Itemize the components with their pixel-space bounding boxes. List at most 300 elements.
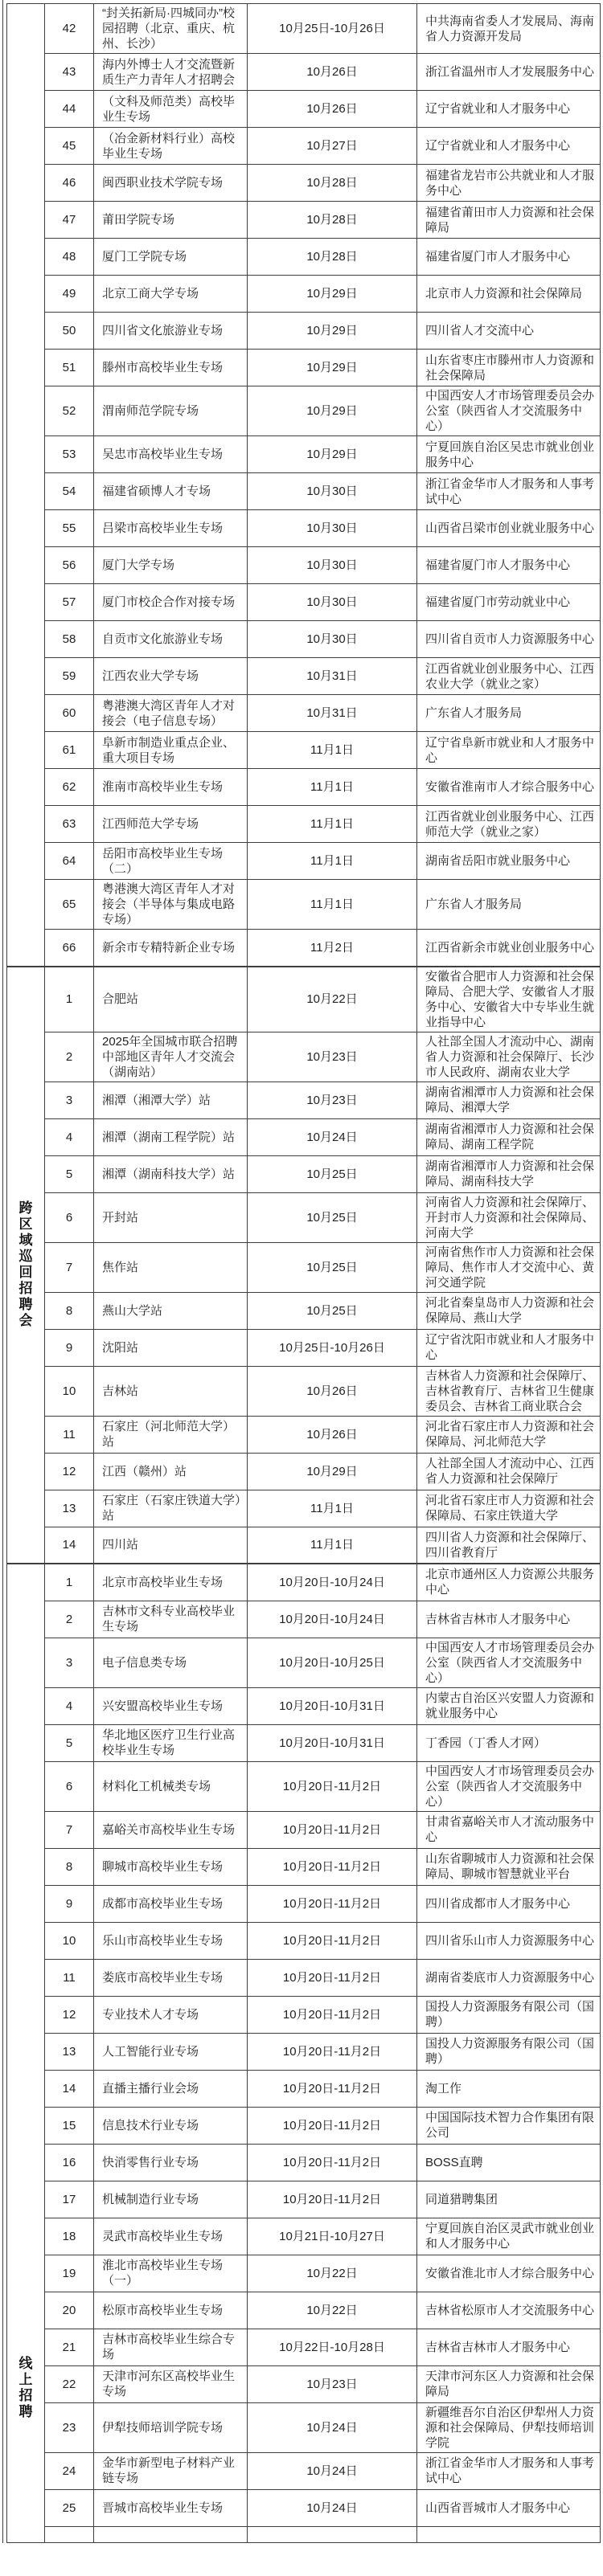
table-row (7, 2526, 601, 2542)
table-row (7, 1959, 601, 1996)
date-cell: 10月29日 (248, 313, 417, 350)
table-row (7, 350, 601, 386)
table-row (7, 386, 601, 436)
organizer-cell: 四川省人才交流中心 (417, 313, 601, 350)
date-cell: 10月20日-11月2日 (248, 2107, 417, 2144)
date-cell: 10月23日 (248, 2365, 417, 2402)
organizer-cell: 湖南省岳阳市就业服务中心 (417, 843, 601, 880)
row-number-cell: 2 (45, 1601, 94, 1638)
date-cell (248, 2526, 417, 2542)
table-row (7, 843, 601, 880)
row-number-cell: 9 (45, 1885, 94, 1922)
date-cell: 10月20日-11月2日 (248, 1811, 417, 1848)
event-name-cell: 江西师范大学专场 (94, 806, 248, 843)
row-number-cell: 7 (45, 1242, 94, 1292)
event-name-cell: 石家庄（河北师范大学）站 (94, 1416, 248, 1453)
date-cell: 10月25日-10月26日 (248, 1329, 417, 1366)
date-cell: 10月26日 (248, 1366, 417, 1416)
table-row (7, 202, 601, 239)
row-number-cell: 48 (45, 239, 94, 276)
date-cell: 10月20日-11月2日 (248, 1848, 417, 1885)
event-name-cell: 湘潭（湖南工程学院）站 (94, 1118, 248, 1155)
event-name-cell: 粤港澳大湾区青年人才对接会（半导体与集成电路专场） (94, 880, 248, 930)
table-row (7, 2489, 601, 2526)
section-label-char: 跨 (18, 1200, 33, 1216)
event-name-cell: 四川站 (94, 1527, 248, 1564)
event-name-cell: 沈阳站 (94, 1329, 248, 1366)
date-cell: 10月24日 (248, 2489, 417, 2526)
table-row (7, 1564, 601, 1601)
date-cell: 11月1日 (248, 806, 417, 843)
row-number-cell: 4 (45, 1118, 94, 1155)
organizer-cell: 甘肃省嘉峪关市人才流动服务中心 (417, 1811, 601, 1848)
table-row (7, 1761, 601, 1811)
event-name-cell: 吕梁市高校毕业生专场 (94, 510, 248, 547)
date-cell: 10月24日 (248, 2402, 417, 2452)
organizer-cell: 江西省就业创业服务中心、江西农业大学（就业之家） (417, 658, 601, 695)
organizer-cell: 人社部全国人才流动中心、湖南省人力资源和社会保障厅、长沙市人民政府、湖南农业大学 (417, 1032, 601, 1082)
section-label-char: 聘 (18, 1297, 33, 1313)
date-cell: 11月1日 (248, 1490, 417, 1527)
date-cell: 10月21日-10月27日 (248, 2218, 417, 2255)
table-row (7, 547, 601, 584)
section-label-cell (7, 1564, 45, 2542)
section-label-cell (7, 967, 45, 1564)
row-number-cell: 11 (45, 1416, 94, 1453)
organizer-cell: 天津市河东区人力资源和社会保障局 (417, 2365, 601, 2402)
event-name-cell: 人工智能行业专场 (94, 2033, 248, 2070)
section-label-char: 区 (18, 1216, 33, 1233)
row-number-cell: 58 (45, 621, 94, 658)
row-number-cell (45, 2526, 94, 2542)
date-cell: 10月20日-11月2日 (248, 2144, 417, 2181)
organizer-cell: 广东省人才服务局 (417, 880, 601, 930)
row-number-cell: 60 (45, 695, 94, 732)
row-number-cell: 8 (45, 1848, 94, 1885)
date-cell: 11月1日 (248, 1527, 417, 1564)
event-name-cell: 四川省文化旅游业专场 (94, 313, 248, 350)
table-row (7, 2070, 601, 2107)
event-name-cell: 机械制造行业专场 (94, 2181, 248, 2218)
row-number-cell: 61 (45, 732, 94, 769)
event-name-cell: 专业技术人才专场 (94, 1996, 248, 2033)
row-number-cell: 1 (45, 1564, 94, 1601)
organizer-cell: 福建省厦门市人才服务中心 (417, 547, 601, 584)
event-name-cell (94, 2526, 248, 2542)
table-row (7, 1082, 601, 1118)
date-cell: 10月24日 (248, 1118, 417, 1155)
table-row (7, 1848, 601, 1885)
organizer-cell: 内蒙古自治区兴安盟人力资源和就业服务中心 (417, 1687, 601, 1724)
table-row (7, 473, 601, 510)
table-row (7, 621, 601, 658)
row-number-cell: 3 (45, 1638, 94, 1687)
row-number-cell: 59 (45, 658, 94, 695)
table-row (7, 1242, 601, 1292)
table-body (7, 4, 601, 2543)
row-number-cell: 53 (45, 436, 94, 473)
organizer-cell: 湖南省湘潭市人力资源和社会保障局、湘潭大学 (417, 1082, 601, 1118)
row-number-cell: 7 (45, 1811, 94, 1848)
section-label-char: 线 (18, 2356, 33, 2371)
date-cell: 10月29日 (248, 276, 417, 313)
event-name-cell: 渭南师范学院专场 (94, 386, 248, 436)
row-number-cell: 22 (45, 2365, 94, 2402)
event-name-cell: 新余市专精特新企业专场 (94, 930, 248, 967)
table-row (7, 2365, 601, 2402)
section-label-cell (7, 4, 45, 967)
table-row (7, 1490, 601, 1527)
date-cell: 10月29日 (248, 386, 417, 436)
table-container (2, 0, 599, 2543)
row-number-cell: 16 (45, 2144, 94, 2181)
date-cell: 10月20日-11月2日 (248, 1922, 417, 1959)
event-name-cell: （冶金新材料行业）高校毕业生专场 (94, 128, 248, 165)
organizer-cell: 北京市人力资源和社会保障局 (417, 276, 601, 313)
row-number-cell: 10 (45, 1366, 94, 1416)
table-row (7, 2402, 601, 2452)
organizer-cell: 河北省石家庄市人力资源和社会保障局、河北师范大学 (417, 1416, 601, 1453)
event-name-cell: 吉林站 (94, 1366, 248, 1416)
organizer-cell: 浙江省金华市人才服务和人事考试中心 (417, 2452, 601, 2489)
organizer-cell: 淘工作 (417, 2070, 601, 2107)
date-cell: 10月22日-10月28日 (248, 2329, 417, 2365)
date-cell: 10月28日 (248, 202, 417, 239)
row-number-cell: 2 (45, 1032, 94, 1082)
table-row (7, 1885, 601, 1922)
row-number-cell: 17 (45, 2181, 94, 2218)
organizer-cell: 江西省就业创业服务中心、江西师范大学（就业之家） (417, 806, 601, 843)
row-number-cell: 62 (45, 769, 94, 806)
organizer-cell: 中国西安人才市场管理委员会办公室（陕西省人才交流服务中心） (417, 1638, 601, 1687)
table-row (7, 967, 601, 1032)
date-cell: 11月1日 (248, 769, 417, 806)
row-number-cell: 8 (45, 1292, 94, 1329)
section-label (7, 2356, 44, 2420)
row-number-cell: 65 (45, 880, 94, 930)
table-row (7, 1366, 601, 1416)
event-name-cell: 北京工商大学专场 (94, 276, 248, 313)
row-number-cell: 50 (45, 313, 94, 350)
date-cell: 11月2日 (248, 930, 417, 967)
event-name-cell: 厦门大学专场 (94, 547, 248, 584)
event-name-cell: 莆田学院专场 (94, 202, 248, 239)
row-number-cell: 12 (45, 1453, 94, 1490)
event-name-cell: 阜新市制造业重点企业、重大项目专场 (94, 732, 248, 769)
date-cell: 10月20日-10月25日 (248, 1638, 417, 1687)
row-number-cell: 13 (45, 2033, 94, 2070)
date-cell: 10月25日 (248, 1155, 417, 1192)
row-number-cell: 55 (45, 510, 94, 547)
organizer-cell: 安徽省合肥市人力资源和社会保障局、合肥大学、安徽省人才服务中心、安徽省大中专毕业生就业指导中心 (417, 967, 601, 1032)
table-row (7, 584, 601, 621)
event-name-cell: 直播主播行业会场 (94, 2070, 248, 2107)
table-row (7, 806, 601, 843)
event-name-cell: 吉林市文科专业高校毕业生专场 (94, 1601, 248, 1638)
organizer-cell: 丁香园（丁香人才网） (417, 1724, 601, 1761)
event-name-cell: 2025年全国城市联合招聘中部地区青年人才交流会（湖南站） (94, 1032, 248, 1082)
table-row (7, 1687, 601, 1724)
organizer-cell: 宁夏回族自治区灵武市就业创业和人才服务中心 (417, 2218, 601, 2255)
table-row (7, 2255, 601, 2292)
table-row (7, 165, 601, 202)
table-row (7, 1329, 601, 1366)
organizer-cell: 新疆维吾尔自治区伊犁州人力资源和社会保障局、伊犁技师培训学院 (417, 2402, 601, 2452)
organizer-cell: 山东省聊城市人力资源和社会保障局、聊城市智慧就业平台 (417, 1848, 601, 1885)
table-row (7, 880, 601, 930)
row-number-cell: 13 (45, 1490, 94, 1527)
section-label (7, 1200, 44, 1329)
row-number-cell: 6 (45, 1761, 94, 1811)
event-name-cell: 岳阳市高校毕业生专场（二） (94, 843, 248, 880)
row-number-cell: 54 (45, 473, 94, 510)
date-cell: 11月1日 (248, 843, 417, 880)
date-cell: 10月20日-11月2日 (248, 2033, 417, 2070)
organizer-cell: 山西省吕梁市创业就业服务中心 (417, 510, 601, 547)
row-number-cell: 52 (45, 386, 94, 436)
row-number-cell: 3 (45, 1082, 94, 1118)
date-cell: 10月27日 (248, 128, 417, 165)
date-cell: 10月30日 (248, 473, 417, 510)
event-name-cell: 石家庄（石家庄铁道大学）站 (94, 1490, 248, 1527)
row-number-cell: 14 (45, 1527, 94, 1564)
section-label-char: 巡 (18, 1249, 33, 1265)
organizer-cell: 辽宁省就业和人才服务中心 (417, 91, 601, 128)
organizer-cell: 山东省枣庄市滕州市人力资源和社会保障局 (417, 350, 601, 386)
date-cell: 10月26日 (248, 54, 417, 91)
date-cell: 10月20日-10月24日 (248, 1601, 417, 1638)
section-label-char: 聘 (18, 2404, 33, 2419)
date-cell: 10月26日 (248, 91, 417, 128)
date-cell: 10月20日-11月2日 (248, 1996, 417, 2033)
row-number-cell: 10 (45, 1922, 94, 1959)
date-cell: 10月20日-11月2日 (248, 1885, 417, 1922)
table-row (7, 1638, 601, 1687)
organizer-cell: 福建省厦门市人才服务中心 (417, 239, 601, 276)
table-row (7, 1118, 601, 1155)
organizer-cell: 浙江省温州市人才发展服务中心 (417, 54, 601, 91)
date-cell: 10月31日 (248, 658, 417, 695)
row-number-cell: 45 (45, 128, 94, 165)
date-cell: 10月25日-10月26日 (248, 4, 417, 54)
date-cell: 10月30日 (248, 510, 417, 547)
event-name-cell: 北京市高校毕业生专场 (94, 1564, 248, 1601)
event-name-cell: 湘潭（湘潭大学）站 (94, 1082, 248, 1118)
organizer-cell: 河南省人力资源和社会保障厅、开封市人力资源和社会保障局、河南大学 (417, 1192, 601, 1242)
organizer-cell: 宁夏回族自治区吴忠市就业创业服务中心 (417, 436, 601, 473)
date-cell: 10月24日 (248, 2452, 417, 2489)
organizer-cell: 辽宁省阜新市就业和人才服务中心 (417, 732, 601, 769)
table-row (7, 54, 601, 91)
table-row (7, 2144, 601, 2181)
date-cell: 10月28日 (248, 239, 417, 276)
event-name-cell: 合肥站 (94, 967, 248, 1032)
event-name-cell: 自贡市文化旅游业专场 (94, 621, 248, 658)
date-cell: 10月20日-10月24日 (248, 1564, 417, 1601)
date-cell: 10月22日 (248, 967, 417, 1032)
row-number-cell: 5 (45, 1155, 94, 1192)
table-row (7, 1155, 601, 1192)
event-name-cell: 福建省硕博人才专场 (94, 473, 248, 510)
table-row (7, 2107, 601, 2144)
row-number-cell: 21 (45, 2329, 94, 2365)
table-row (7, 1724, 601, 1761)
event-name-cell: 嘉峪关市高校毕业生专场 (94, 1811, 248, 1848)
event-name-cell: 伊犁技师培训学院专场 (94, 2402, 248, 2452)
event-name-cell: 燕山大学站 (94, 1292, 248, 1329)
table-row (7, 2329, 601, 2365)
table-row (7, 1527, 601, 1564)
row-number-cell: 66 (45, 930, 94, 967)
row-number-cell: 6 (45, 1192, 94, 1242)
organizer-cell: 北京市通州区人力资源公共服务中心 (417, 1564, 601, 1601)
table-row (7, 2181, 601, 2218)
event-name-cell: 开封站 (94, 1192, 248, 1242)
row-number-cell: 15 (45, 2107, 94, 2144)
organizer-cell: 四川省人力资源和社会保障厅、四川省教育厅 (417, 1527, 601, 1564)
section-label-char: 回 (18, 1265, 33, 1281)
event-name-cell: 淮南市高校毕业生专场 (94, 769, 248, 806)
organizer-cell: 安徽省淮北市人才综合服务中心 (417, 2255, 601, 2292)
event-name-cell: 材料化工机械类专场 (94, 1761, 248, 1811)
row-number-cell: 12 (45, 1996, 94, 2033)
job-fair-schedule-table (6, 3, 601, 2543)
row-number-cell: 5 (45, 1724, 94, 1761)
organizer-cell: 安徽省淮南市人才综合服务中心 (417, 769, 601, 806)
date-cell: 10月30日 (248, 621, 417, 658)
event-name-cell: 成都市高校毕业生专场 (94, 1885, 248, 1922)
table-row (7, 436, 601, 473)
date-cell: 10月30日 (248, 547, 417, 584)
organizer-cell: 同道猎聘集团 (417, 2181, 601, 2218)
date-cell: 10月29日 (248, 436, 417, 473)
row-number-cell: 49 (45, 276, 94, 313)
date-cell: 10月31日 (248, 695, 417, 732)
row-number-cell: 19 (45, 2255, 94, 2292)
organizer-cell: BOSS直聘 (417, 2144, 601, 2181)
organizer-cell: 吉林省人力资源和社会保障厅、吉林省教育厅、吉林省卫生健康委员会、吉林省工商业联合会 (417, 1366, 601, 1416)
organizer-cell: 山西省晋城市人才服务中心 (417, 2489, 601, 2526)
row-number-cell: 42 (45, 4, 94, 54)
table-row (7, 239, 601, 276)
organizer-cell: 河北省秦皇岛市人力资源和社会保障局、燕山大学 (417, 1292, 601, 1329)
date-cell: 10月26日 (248, 1416, 417, 1453)
event-name-cell: 乐山市高校毕业生专场 (94, 1922, 248, 1959)
section-label-char: 招 (18, 2388, 33, 2403)
event-name-cell: （文科及师范类）高校毕业生专场 (94, 91, 248, 128)
organizer-cell: 中国西安人才市场管理委员会办公室（陕西省人才交流服务中心） (417, 386, 601, 436)
date-cell: 10月20日-11月2日 (248, 2070, 417, 2107)
table-row (7, 1453, 601, 1490)
event-name-cell: 厦门工学院专场 (94, 239, 248, 276)
table-row (7, 91, 601, 128)
organizer-cell: 浙江省金华市人才服务和人事考试中心 (417, 473, 601, 510)
date-cell: 10月22日 (248, 2255, 417, 2292)
event-name-cell: 灵武市高校毕业生专场 (94, 2218, 248, 2255)
date-cell: 10月28日 (248, 165, 417, 202)
table-row (7, 695, 601, 732)
event-name-cell: 聊城市高校毕业生专场 (94, 1848, 248, 1885)
organizer-cell: 吉林省松原市人才交流服务中心 (417, 2292, 601, 2329)
table-row (7, 658, 601, 695)
section-label-char: 会 (18, 1313, 33, 1329)
row-number-cell: 64 (45, 843, 94, 880)
table-row (7, 1996, 601, 2033)
organizer-cell: 四川省自贡市人力资源服务中心 (417, 621, 601, 658)
event-name-cell: 闽西职业技术学院专场 (94, 165, 248, 202)
table-row (7, 2452, 601, 2489)
table-row (7, 2218, 601, 2255)
organizer-cell: 辽宁省就业和人才服务中心 (417, 128, 601, 165)
organizer-cell: 辽宁省沈阳市就业和人才服务中心 (417, 1329, 601, 1366)
row-number-cell: 56 (45, 547, 94, 584)
organizer-cell (417, 2526, 601, 2542)
date-cell: 10月30日 (248, 584, 417, 621)
row-number-cell: 57 (45, 584, 94, 621)
date-cell: 10月25日 (248, 1242, 417, 1292)
table-row (7, 313, 601, 350)
date-cell: 10月23日 (248, 1032, 417, 1082)
organizer-cell: 吉林省吉林市人才服务中心 (417, 2329, 601, 2365)
table-row (7, 1601, 601, 1638)
table-row (7, 510, 601, 547)
organizer-cell: 中共海南省委人才发展局、海南省人力资源开发局 (417, 4, 601, 54)
event-name-cell: 晋城市高校毕业生专场 (94, 2489, 248, 2526)
date-cell: 10月25日 (248, 1292, 417, 1329)
event-name-cell: 信息技术行业专场 (94, 2107, 248, 2144)
event-name-cell: 海内外博士人才交流暨新质生产力青年人才招聘会 (94, 54, 248, 91)
row-number-cell: 51 (45, 350, 94, 386)
row-number-cell: 4 (45, 1687, 94, 1724)
organizer-cell: 湖南省娄底市人力资源服务中心 (417, 1959, 601, 1996)
organizer-cell: 中国国际技术智力合作集团有限公司 (417, 2107, 601, 2144)
date-cell: 10月20日-11月2日 (248, 1959, 417, 1996)
row-number-cell: 14 (45, 2070, 94, 2107)
date-cell: 10月23日 (248, 1082, 417, 1118)
organizer-cell: 国投人力资源服务有限公司（国聘） (417, 1996, 601, 2033)
event-name-cell: 江西农业大学专场 (94, 658, 248, 695)
organizer-cell: 四川省乐山市人力资源服务中心 (417, 1922, 601, 1959)
date-cell: 11月1日 (248, 880, 417, 930)
date-cell: 10月20日-10月31日 (248, 1724, 417, 1761)
table-row (7, 1811, 601, 1848)
table-row (7, 128, 601, 165)
row-number-cell: 1 (45, 967, 94, 1032)
table-row (7, 2292, 601, 2329)
table-row (7, 2033, 601, 2070)
row-number-cell: 11 (45, 1959, 94, 1996)
organizer-cell: 国投人力资源服务有限公司（国聘） (417, 2033, 601, 2070)
row-number-cell: 9 (45, 1329, 94, 1366)
organizer-cell: 中国西安人才市场管理委员会办公室（陕西省人才交流服务中心） (417, 1761, 601, 1811)
event-name-cell: 湘潭（湖南科技大学）站 (94, 1155, 248, 1192)
date-cell: 11月1日 (248, 732, 417, 769)
date-cell: 10月29日 (248, 1453, 417, 1490)
organizer-cell: 湖南省湘潭市人力资源和社会保障局、湖南工程学院 (417, 1118, 601, 1155)
organizer-cell: 福建省莆田市人力资源和社会保障局 (417, 202, 601, 239)
organizer-cell: 湖南省湘潭市人力资源和社会保障局、湖南科技大学 (417, 1155, 601, 1192)
event-name-cell: 焦作站 (94, 1242, 248, 1292)
row-number-cell: 63 (45, 806, 94, 843)
table-row (7, 276, 601, 313)
table-row (7, 732, 601, 769)
event-name-cell: 粤港澳大湾区青年人才对接会（电子信息专场） (94, 695, 248, 732)
event-name-cell: 天津市河东区高校毕业生专场 (94, 2365, 248, 2402)
organizer-cell: 四川省成都市人才服务中心 (417, 1885, 601, 1922)
section-label-char: 上 (18, 2372, 33, 2387)
row-number-cell: 25 (45, 2489, 94, 2526)
event-name-cell: 兴安盟高校毕业生专场 (94, 1687, 248, 1724)
